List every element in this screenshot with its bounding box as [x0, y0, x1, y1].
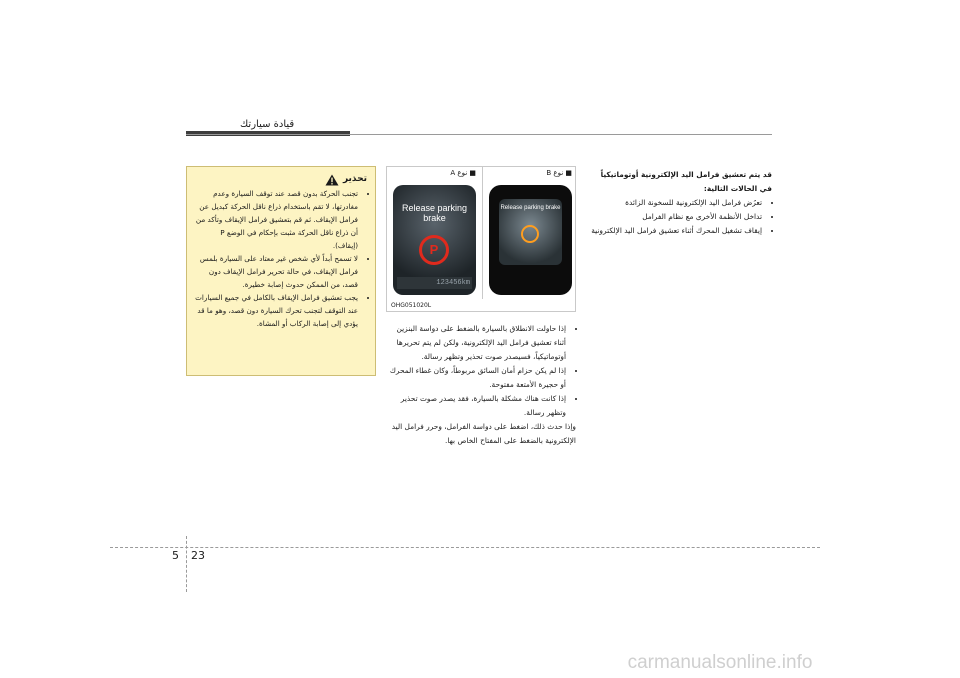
right-column: [586, 168, 772, 238]
warning-item: • يجب تعشيق فرامل الإيقاف بالكامل في جميع السيارات عند التوقف لتجنب تحرك السيارة دون قصد، وهو ما قد يؤدي إلى إصابة الركاب أو المشاة.: [195, 291, 358, 330]
middle-item: • إذا كانت هناك مشكلة بالسيارة، فقد يصدر صوت تحذير وتظهر رسالة.: [386, 392, 566, 420]
parking-brake-icon: P: [419, 235, 449, 265]
middle-note: وإذا حدث ذلك، اضغط على دواسة الفرامل، وحرر فرامل اليد الإلكترونية بالضغط على المفتاح الخاص بها.: [391, 422, 576, 445]
footer-rule: [110, 547, 820, 548]
right-intro: قد يتم تعشيق فرامل اليد الإلكترونية أوتوماتيكياً في الحالات التالية:: [600, 170, 772, 193]
warning-item: • تجنب الحركة بدون قصد عند توقف السيارة وعدم مغادرتها، لا تقم باستخدام ذراع ناقل الحركة كبديل عن فرامل الإيقاف. ثم قم بتعشيق فرامل الإيقاف وتأكد من أن ذراع ناقل الحركة مثبت بإحكام في الوضع P (إيقاف).: [195, 187, 358, 252]
middle-item: • إذا حاولت الانطلاق بالسيارة بالضغط على دواسة البنزين أثناء تعشيق فرامل اليد الإلكترونية، ولكن لم يتم تحريرها أوتوماتيكياً، فسيصدر صوت تحذير وتظهر رسالة.: [386, 322, 566, 364]
warning-heading: [195, 173, 367, 186]
figure-code: OHG051020L: [391, 302, 432, 309]
section-title: قيادة سيارتك: [240, 119, 295, 130]
page-number: 23: [191, 549, 205, 562]
watermark: carmanualsonline.info: [627, 652, 813, 673]
brake-warning-icon: [521, 225, 539, 243]
cluster-a-message: Release parking brake: [401, 203, 468, 223]
header-rule: [186, 134, 772, 135]
footer-divider: [186, 536, 187, 592]
warning-title: تحذير: [342, 174, 367, 184]
cluster-b-screen: [499, 199, 562, 265]
right-item: • تعرُض فرامل اليد الإلكترونية للسخونة الزائدة: [586, 196, 762, 210]
instrument-cluster-b: [489, 185, 572, 295]
right-list: [586, 196, 772, 238]
middle-item: • إذا لم يكن حزام أمان السائق مربوطاً، وكان غطاء المحرك أو حجيرة الأمتعة مفتوحة.: [386, 364, 566, 392]
warning-box: [186, 166, 376, 376]
figure-type-a-label: ■ نوع A: [450, 169, 476, 177]
figure-panel: [386, 166, 576, 312]
warning-list: [195, 187, 367, 330]
middle-column: [386, 322, 576, 448]
right-item: • تداخل الأنظمة الأخرى مع نظام الفرامل: [586, 210, 762, 224]
odometer: 123456km: [397, 277, 472, 289]
figure-type-a: [387, 167, 482, 299]
instrument-cluster-a: [393, 185, 476, 295]
warning-item: • لا تسمح أبداً لأي شخص غير معتاد على السيارة بلمس فرامل الإيقاف، في حالة تحرير فرامل الإيقاف دون قصد، من الممكن حدوث إصابة خطيرة.: [195, 252, 358, 291]
right-item: • إيقاف تشغيل المحرك أثناء تعشيق فرامل اليد الإلكترونية: [586, 224, 762, 238]
figure-type-b-label: ■ نوع B: [546, 169, 572, 177]
chapter-number: 5: [172, 549, 179, 562]
middle-list: [386, 322, 576, 420]
figure-type-b: [482, 167, 578, 299]
cluster-b-message: Release parking brake: [500, 205, 561, 211]
warning-triangle-icon: [325, 174, 339, 186]
